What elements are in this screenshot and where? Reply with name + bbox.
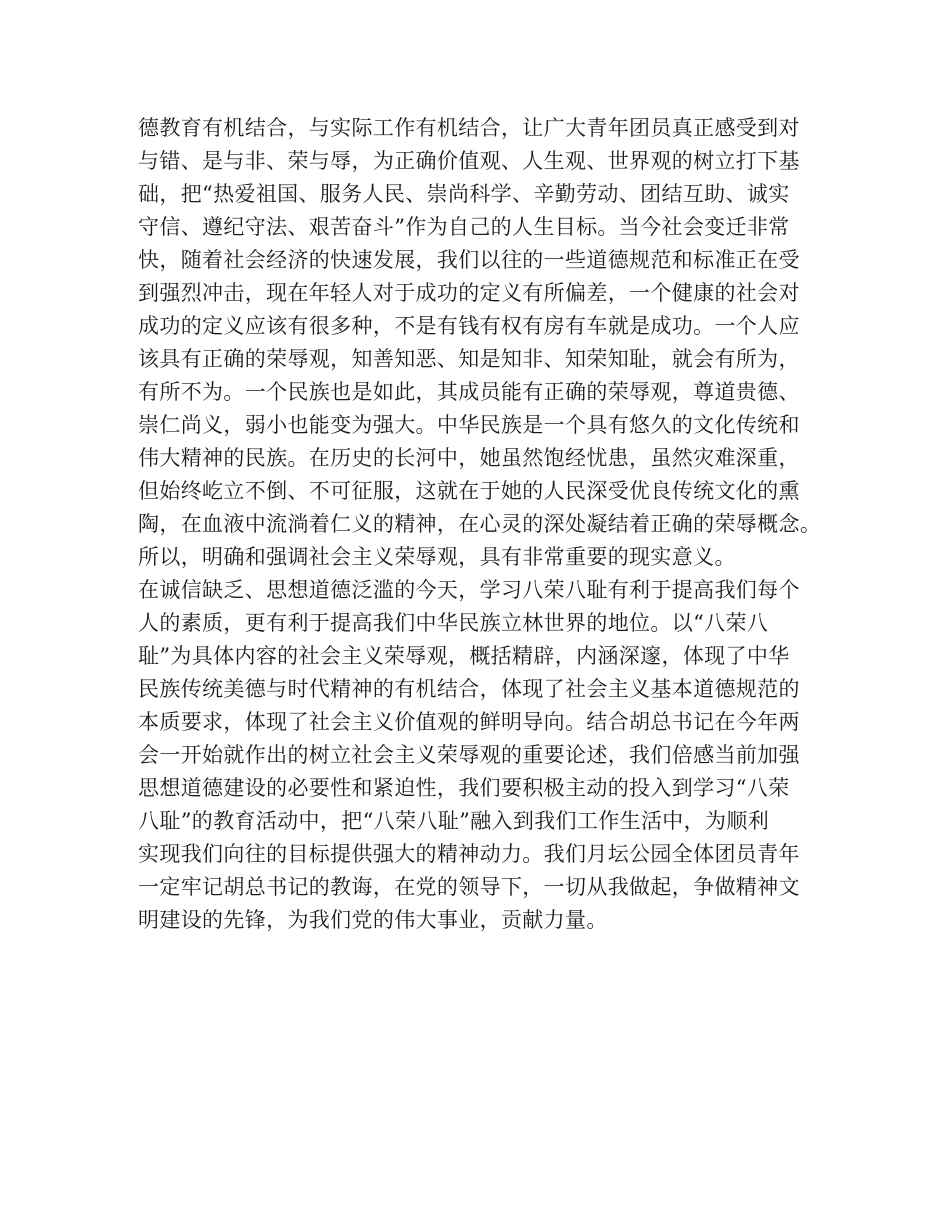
text-line: 该具有正确的荣辱观，知善知恶、知是知非、知荣知耻，就会有所为， — [138, 347, 800, 371]
text-line: 守信、遵纪守法、艰苦奋斗”作为自己的人生目标。当今社会变迁非常 — [138, 215, 790, 239]
text-line: 成功的定义应该有很多种，不是有钱有权有房有车就是成功。一个人应 — [138, 314, 800, 338]
text-line: 所以，明确和强调社会主义荣辱观，具有非常重要的现实意义。 — [138, 545, 736, 569]
text-line: 耻”为具体内容的社会主义荣辱观，概括精辟，内涵深邃，体现了中华 — [138, 644, 790, 668]
text-line: 础，把“热爱祖国、服务人民、崇尚科学、辛勤劳动、团结互助、诚实 — [138, 182, 790, 206]
text-line: 与错、是与非、荣与辱，为正确价值观、人生观、世界观的树立打下基 — [138, 149, 800, 173]
body-text — [138, 112, 838, 937]
text-line: 崇仁尚义，弱小也能变为强大。中华民族是一个具有悠久的文化传统和 — [138, 413, 800, 437]
text-line: 思想道德建设的必要性和紧迫性，我们要积极主动的投入到学习“八荣 — [138, 776, 790, 800]
text-line: 伟大精神的民族。在历史的长河中，她虽然饱经忧患，虽然灾难深重， — [138, 446, 800, 470]
text-line: 会一开始就作出的树立社会主义荣辱观的重要论述，我们倍感当前加强 — [138, 743, 800, 767]
text-line: 但始终屹立不倒、不可征服，这就在于她的人民深受优良传统文化的熏 — [138, 479, 800, 503]
text-line: 有所不为。一个民族也是如此，其成员能有正确的荣辱观，尊道贵德、 — [138, 380, 800, 404]
text-line: 实现我们向往的目标提供强大的精神动力。我们月坛公园全体团员青年 — [138, 842, 800, 866]
text-line: 本质要求，体现了社会主义价值观的鲜明导向。结合胡总书记在今年两 — [138, 710, 800, 734]
text-line: 明建设的先锋，为我们党的伟大事业，贡献力量。 — [138, 908, 608, 932]
text-line: 民族传统美德与时代精神的有机结合，体现了社会主义基本道德规范的 — [138, 677, 800, 701]
text-line: 八耻”的教育活动中，把“八荣八耻”融入到我们工作生活中，为顺利 — [138, 809, 770, 833]
text-line: 快，随着社会经济的快速发展，我们以往的一些道德规范和标准正在受 — [138, 248, 800, 272]
text-line: 人的素质，更有利于提高我们中华民族立林世界的地位。以“八荣八 — [138, 611, 769, 635]
text-line: 在诚信缺乏、思想道德泛滥的今天，学习八荣八耻有利于提高我们每个 — [138, 578, 800, 602]
text-line: 一定牢记胡总书记的教诲，在党的领导下，一切从我做起，争做精神文 — [138, 875, 800, 899]
text-line: 德教育有机结合，与实际工作有机结合，让广大青年团员真正感受到对 — [138, 116, 800, 140]
text-line: 陶，在血液中流淌着仁义的精神，在心灵的深处凝结着正确的荣辱概念。 — [138, 512, 822, 536]
text-line: 到强烈冲击，现在年轻人对于成功的定义有所偏差，一个健康的社会对 — [138, 281, 800, 305]
